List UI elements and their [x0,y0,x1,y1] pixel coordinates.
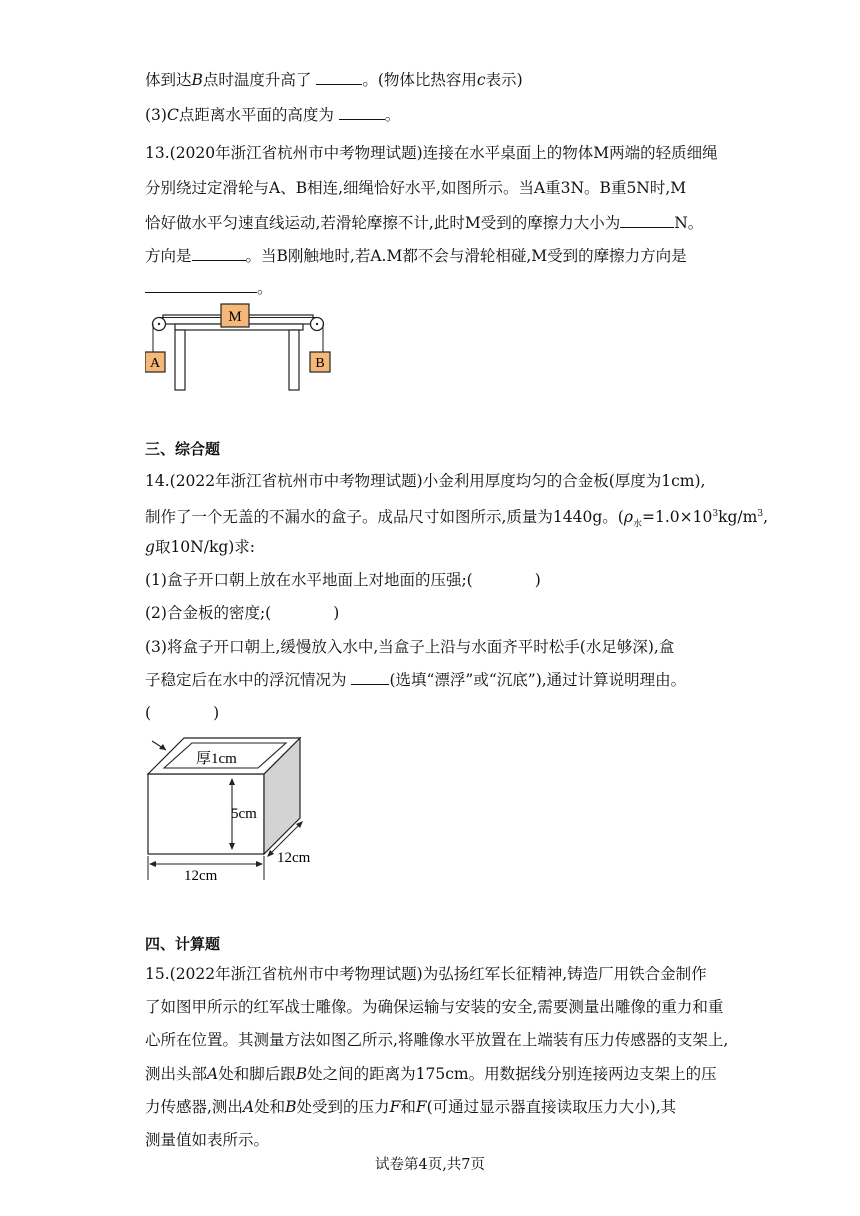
q14-text: ) [213,704,220,722]
q13-text: 恰好做水平匀速直线运动,若滑轮摩擦不计,此时M受到的摩擦力大小为 [145,214,621,232]
section-heading: 四、计算题 [145,935,221,953]
q15-text: 处受到的压力 [296,1098,390,1116]
arrow-head-icon [159,744,166,750]
q14-text: 制作了一个无盖的不漏水的盒子。成品尺寸如图所示,质量为1440g。( [145,508,624,527]
q14-text: (选填“漂浮”或“沉底”),通过计算说明理由。 [389,671,687,689]
q12-text: 。(物体比热容用 [362,71,477,89]
q14-text: ) [534,571,541,589]
section-heading: 三、综合题 [145,440,221,458]
q14-line-3 [145,537,255,557]
q15-var-b: B [295,1065,308,1083]
answer-blank[interactable] [339,105,385,120]
answer-blank[interactable] [316,70,362,85]
q15-text: 处和 [254,1098,286,1116]
q13-line-5 [145,278,273,298]
q15-var-b: B [285,1098,297,1116]
q14-box-figure [140,728,330,888]
q14-text: (2)合金板的密度;( [145,604,272,622]
q15-var-f: F [389,1098,401,1116]
q13-line-4 [145,246,687,266]
q14-text: 取10N/kg)求: [154,538,256,556]
page-footer: 试卷第4页,共7页 [374,1157,486,1173]
q15-line-2: 了如图甲所示的红军战士雕像。为确保运输与安装的安全,需要测量出雕像的重力和重 [145,998,724,1016]
q12-var-b: B [191,71,203,89]
q14-text: =1.0×10 [642,508,713,527]
q15-var-f: F [415,1098,427,1116]
q14-text: ( [145,704,152,722]
q14-var-g: g [145,538,155,556]
q13-pulley-figure [145,300,345,400]
q15-line-6: 测量值如表所示。 [145,1131,270,1149]
q15-var-a: A [207,1065,219,1083]
label-thickness: 厚1cm [196,751,237,767]
q15-text: 和 [400,1098,416,1116]
label-depth: 12cm [277,850,311,866]
q12-text: (3) [145,106,167,124]
label-height: 5cm [231,806,257,822]
q15-text: 力传感器,测出 [145,1098,243,1116]
q14-part-1 [145,570,541,590]
q13-line-2: 分别绕过定滑轮与A、B相连,细绳恰好水平,如图所示。当A重3N。B重5N时,M [145,179,687,197]
q13-text: 方向是 [145,247,192,265]
q12-text: 点距离水平面的高度为 [178,106,334,124]
block-a-label: A [149,356,161,371]
q14-text: 子稳定后在水中的浮沉情况为 [145,671,347,689]
q14-text: kg/m [718,508,758,527]
q13-line-1: 13.(2020年浙江省杭州市中考物理试题)连接在水平桌面上的物体M两端的轻质细绳 [145,144,718,162]
answer-blank[interactable] [192,246,246,261]
q15-text: 处之间的距离为175cm。用数据线分别连接两边支架上的压 [307,1065,717,1083]
q14-text: , [763,508,768,527]
q12-line-1 [145,70,523,90]
answer-blank[interactable] [351,670,389,685]
q15-var-a: A [242,1098,255,1116]
q14-part-3-line-3 [145,703,219,723]
q12-text: 。 [384,106,401,124]
q14-rho-sub: 水 [632,519,642,530]
table-leg-left [175,330,185,390]
q15-line-3: 心所在位置。其测量方法如图乙所示,将雕像水平放置在上端装有压力传感器的支架上, [145,1031,729,1049]
q13-text: 。当B刚触地时,若A.M都不会与滑轮相碰,M受到的摩擦力方向是 [245,247,687,265]
block-b-label: B [315,356,325,371]
block-m-label: M [228,309,242,325]
q14-line-1: 14.(2022年浙江省杭州市中考物理试题)小金利用厚度均匀的合金板(厚度为1cm), [145,472,706,490]
q15-text: 处和脚后跟 [218,1065,296,1083]
q14-part-2 [145,603,339,623]
q12-text: 体到达 [145,71,192,89]
q14-sup: 3 [757,509,764,519]
q12-text: 表示) [485,71,523,89]
label-width: 12cm [184,868,218,884]
q14-sup: 3 [712,509,719,519]
q13-text: N。 [674,214,704,232]
q14-rho: ρ [623,508,633,527]
q15-line-1: 15.(2022年浙江省杭州市中考物理试题)为弘扬红军长征精神,铸造厂用铁合金制作 [145,965,707,983]
q15-text: 测出头部 [145,1065,208,1083]
q15-line-4 [145,1064,717,1084]
answer-blank[interactable] [145,278,257,293]
q14-part-3-line-1: (3)将盒子开口朝上,缓慢放入水中,当盒子上沿与水面齐平时松手(水足够深),盒 [145,638,675,656]
q14-part-3-line-2 [145,670,686,690]
q13-text: 。 [257,279,273,297]
q14-text: ) [333,604,340,622]
answer-blank[interactable] [620,213,674,228]
q12-var-c: C [166,106,179,124]
q12-var-c: c [476,71,486,89]
q12-text: 点时温度升高了 [202,71,312,89]
q14-text: (1)盒子开口朝上放在水平地面上对地面的压强;( [145,571,473,589]
q15-text: (可通过显示器直接读取压力大小),其 [426,1098,677,1116]
q15-line-5 [145,1097,676,1117]
arrow-left-icon [149,861,156,867]
q13-line-3 [145,213,703,233]
arrow-right-icon [256,861,263,867]
table-leg-right [289,330,299,390]
q12-line-2 [145,105,400,125]
q14-line-2 [145,504,768,534]
